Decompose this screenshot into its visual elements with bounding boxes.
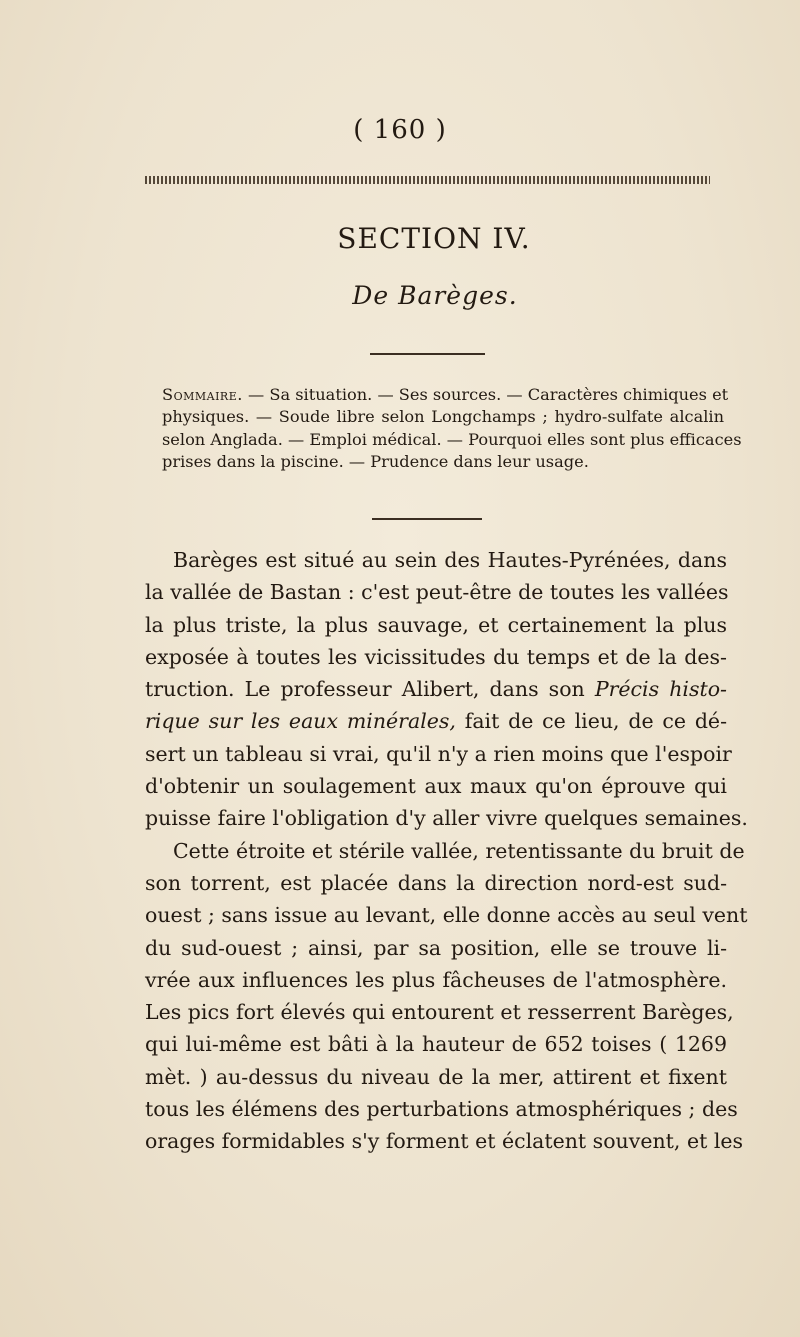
book-title-italic: Précis histo-	[594, 677, 727, 702]
summary-block	[162, 384, 742, 473]
text-line: orages formidables s'y forment et éclatent souvent, et les	[145, 1129, 744, 1154]
text-line: d'obtenir un soulagement aux maux qu'on éprouve qui	[145, 774, 727, 799]
text-line: qui lui-même est bâti à la hauteur de 652 toises ( 1269	[145, 1032, 727, 1057]
text-line: mèt. ) au-dessus du niveau de la mer, attirent et fixent	[145, 1064, 727, 1089]
summary-line: physiques. — Soude libre selon Longchamps ; hydro-sulfate alcalin	[162, 407, 724, 427]
text-line: la plus triste, la plus sauvage, et certainement la plus	[145, 612, 727, 637]
text-line: ouest ; sans issue au levant, elle donne accès au seul vent	[145, 903, 748, 928]
summary-line: Sommaire. — Sa situation. — Ses sources. — Caractères chimiques et	[162, 385, 729, 404]
section-title: SECTION IV.	[337, 222, 531, 255]
page-number: ( 160 )	[353, 115, 447, 145]
text-line: vrée aux influences les plus fâcheuses de l'atmosphère.	[145, 967, 727, 992]
text-line: rique sur les eaux minérales, fait de ce lieu, de ce dé-	[145, 709, 727, 734]
text-line: Barèges est situé au sein des Hautes-Pyrénées, dans	[173, 548, 727, 572]
decorative-border-ornament	[145, 176, 710, 184]
body-text	[145, 544, 748, 1158]
text-line: truction. Le professeur Alibert, dans son Précis histo-	[145, 677, 727, 702]
text-line: exposée à toutes les vicissitudes du temps et de la des-	[145, 644, 727, 669]
text-line: la vallée de Bastan : c'est peut-être de toutes les vallées	[145, 580, 729, 605]
text-line: sert un tableau si vrai, qu'il n'y a rien moins que l'espoir	[145, 741, 732, 766]
summary-line: selon Anglada. — Emploi médical. — Pourquoi elles sont plus efficaces	[162, 429, 742, 449]
text-line: puisse faire l'obligation d'y aller vivre quelques semaines.	[145, 806, 748, 831]
summary-line: prises dans la piscine. — Prudence dans leur usage.	[162, 451, 589, 471]
text-line: du sud-ouest ; ainsi, par sa position, elle se trouve li-	[145, 935, 727, 960]
section-subtitle: De Barèges.	[352, 281, 518, 310]
book-title-italic: rique sur les eaux minérales,	[145, 709, 456, 734]
summary-label: Sommaire.	[162, 385, 243, 404]
text-line: Cette étroite et stérile vallée, retentissante du bruit de	[173, 838, 745, 863]
divider-rule	[372, 518, 482, 520]
text-line: son torrent, est placée dans la direction nord-est sud-	[145, 870, 727, 895]
divider-rule	[370, 353, 485, 355]
text-line: tous les élémens des perturbations atmosphériques ; des	[145, 1097, 738, 1122]
text-line: Les pics fort élevés qui entourent et resserrent Barèges,	[145, 1000, 734, 1025]
